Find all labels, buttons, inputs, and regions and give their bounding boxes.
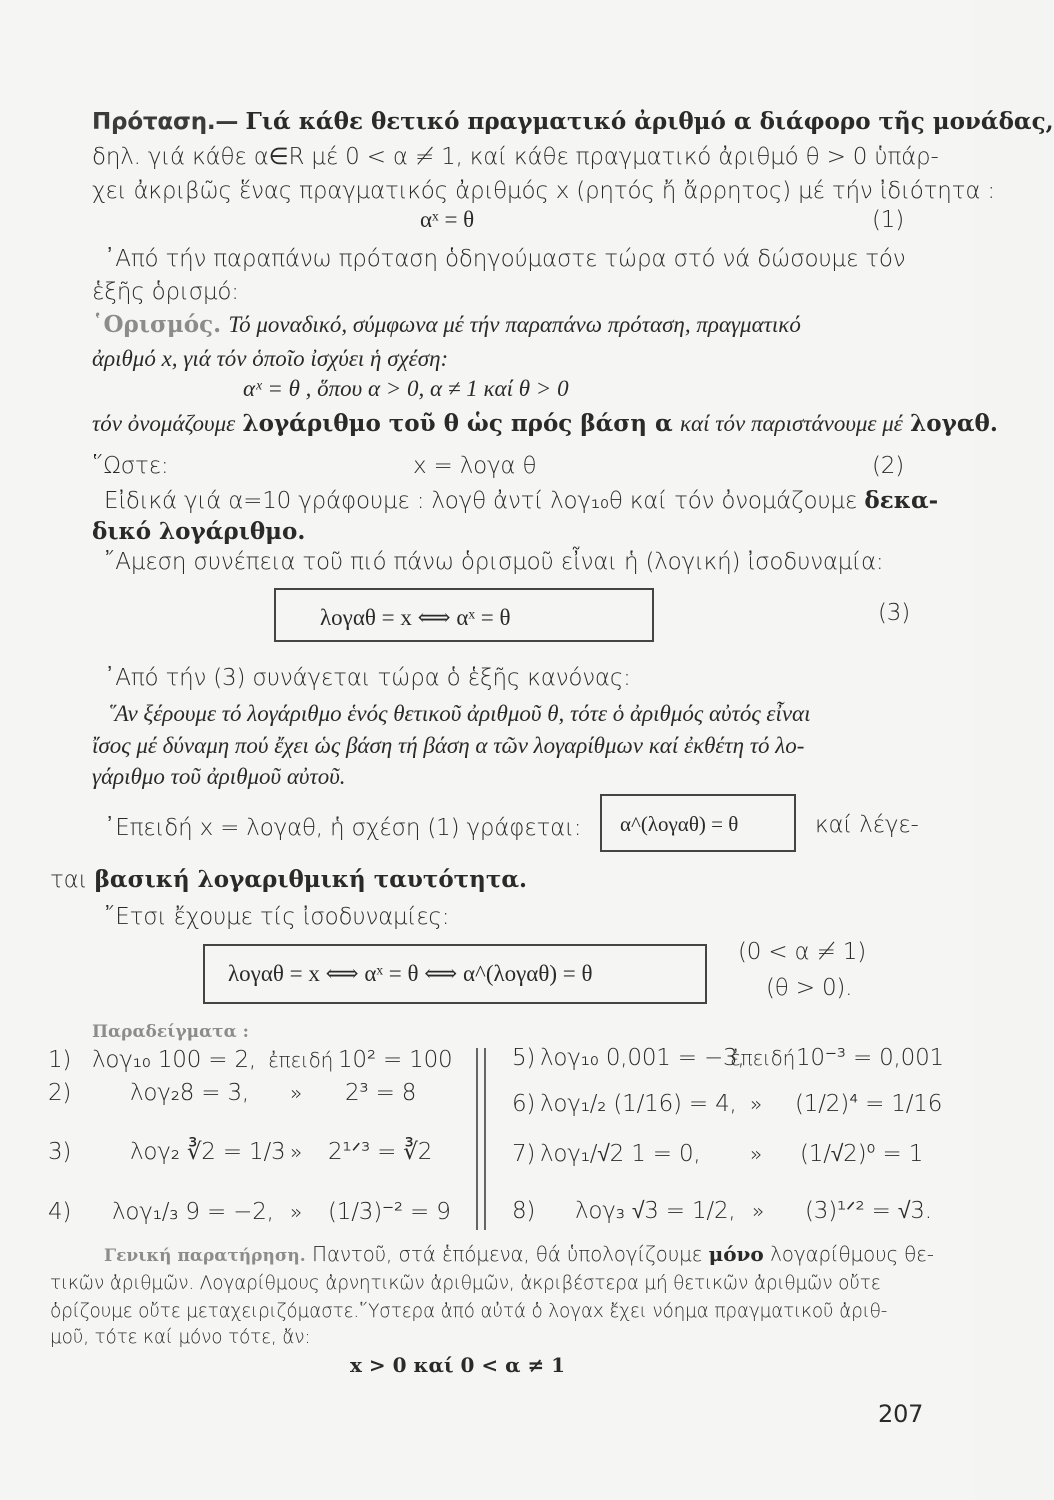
proposition-line-2: δηλ. γιά κάθε α∈R μέ 0 < α ≠ 1, καί κάθε πραγματικό ἀριθμό θ > 0 ὑπάρ- <box>92 144 939 170</box>
example-5-lhs: λογ₁₀ 0,001 = −3, <box>540 1045 745 1071</box>
remark-line-2: τικῶν ἀριθμῶν. Λογαρίθμους ἀρνητικῶν ἀριθμῶν, ἀκριβέστερα μή θετικῶν ἀριθμῶν οὔτε <box>50 1273 881 1294</box>
example-6-lhs: λογ₁/₂ (1/16) = 4, <box>540 1091 737 1117</box>
since-after: καί λέγε- <box>815 812 919 838</box>
example-7-rhs: (1/√2)⁰ = 1 <box>800 1141 924 1167</box>
example-8-rhs: (3)¹ᐟ² = √3. <box>805 1198 932 1224</box>
example-5-mid: ἐπειδή <box>730 1046 796 1070</box>
intro-line-1: ᾿Από τήν παραπάνω πρόταση ὁδηγούμαστε τώρα στό νά δώσουμε τόν <box>104 246 906 272</box>
definition-label: ῾Ορισμός. <box>92 311 222 338</box>
example-4-lhs: λογ₁/₃ 9 = −2, <box>112 1199 274 1225</box>
consequence-text: ῎Αμεση συνέπεια τοῦ πιό πάνω ὁρισμοῦ εἶναι ἡ (λογική) ἰσοδυναμία: <box>104 549 884 575</box>
proposition-label: Πρόταση.— <box>92 109 239 135</box>
example-3-lhs: λογ₂ ∛2 = 1/3 <box>130 1139 286 1165</box>
example-4-mid: » <box>290 1200 303 1224</box>
decimal-line-2: δικό λογάριθμο. <box>92 518 306 545</box>
examples-divider <box>476 1048 478 1230</box>
thus-text: ῎Ετσι ἔχουμε τίς ἰσοδυναμίες: <box>104 904 450 930</box>
equation-1-number: (1) <box>872 207 904 233</box>
example-3-number: 3) <box>48 1139 72 1165</box>
remark-only: μόνο <box>708 1242 764 1266</box>
proposition-text-1: Γιά κάθε θετικό πραγματικό ἀριθμό α διάφορο τῆς μονάδας, <box>245 108 1054 135</box>
page-number: 207 <box>878 1400 924 1428</box>
decimal-term-1: δεκα- <box>864 487 939 514</box>
rule-line-1: ῞Αν ξέρουμε τό λογάριθμο ἑνός θετικοῦ ἀριθμοῦ θ, τότε ὁ ἀριθμός αὐτός εἶναι <box>107 701 811 726</box>
example-5-number: 5) <box>512 1045 536 1071</box>
rule-intro: ᾿Από τήν (3) συνάγεται τώρα ὁ ἑξῆς κανόνας: <box>104 665 631 691</box>
examples-title: Παραδείγματα : <box>92 1022 249 1042</box>
example-4-number: 4) <box>48 1199 72 1225</box>
example-4-rhs: (1/3)⁻² = 9 <box>328 1199 451 1225</box>
example-7-lhs: λογ₁/√2 1 = 0, <box>540 1141 701 1167</box>
definition-text-3c: καί τόν παριστάνουμε μέ <box>680 411 903 436</box>
definition-line-2: ἀριθμό x, γιά τόν ὁποῖο ἰσχύει ἡ σχέση: <box>92 346 449 371</box>
example-6-mid: » <box>750 1092 763 1116</box>
since-line-2 <box>50 866 527 894</box>
equation-3-number: (3) <box>878 600 910 626</box>
proposition-line-3: χει ἀκριβῶς ἕνας πραγματικός ἀριθμός x (ρητός ἤ ἄρρητος) μέ τήν ἰδιότητα : <box>92 178 995 204</box>
definition-notation: λογαθ. <box>910 410 998 437</box>
example-1-rhs: 10² = 100 <box>338 1047 453 1073</box>
example-1-mid: ἐπειδή <box>268 1048 334 1072</box>
example-3-mid: » <box>290 1140 303 1164</box>
condition-theta: (θ > 0). <box>766 975 853 1001</box>
definition-text-3a: τόν ὀνομάζουμε <box>92 411 236 436</box>
example-2-rhs: 2³ = 8 <box>345 1080 417 1106</box>
identity-equation: α^(λογαθ) = θ <box>620 812 739 836</box>
example-8-number: 8) <box>512 1198 536 1224</box>
examples-divider-2 <box>484 1048 486 1230</box>
example-1-lhs: λογ₁₀ 100 = 2, <box>92 1047 256 1073</box>
remark-line-1 <box>104 1240 934 1270</box>
decimal-text: Εἰδικά γιά α=10 γράφουμε : λογθ ἀντί λογ₁₀θ καί τόν ὀνομάζουμε <box>104 488 858 514</box>
identity-name: βασική λογαριθμική ταυτότητα. <box>94 866 528 893</box>
definition-line-1 <box>92 311 801 339</box>
example-6-rhs: (1/2)⁴ = 1/16 <box>795 1091 943 1117</box>
rule-line-3: γάριθμο τοῦ ἀριθμοῦ αὐτοῦ. <box>92 764 346 789</box>
example-5-rhs: 10⁻³ = 0,001 <box>796 1045 944 1071</box>
example-7-number: 7) <box>512 1141 536 1167</box>
definition-equation: αˣ = θ , ὅπου α > 0, α ≠ 1 καί θ > 0 <box>243 376 569 401</box>
equation-2: x = λογα θ <box>413 453 537 479</box>
example-3-rhs: 2¹ᐟ³ = ∛2 <box>328 1139 433 1165</box>
equivalence-3: λογαθ = x ⟺ αˣ = θ <box>320 605 511 630</box>
definition-line-3 <box>92 410 998 438</box>
intro-line-2: ἑξῆς ὁρισμό: <box>92 279 239 305</box>
equivalence-4: λογαθ = x ⟺ αˣ = θ ⟺ α^(λογαθ) = θ <box>228 961 593 986</box>
remark-line-4: μοῦ, τότε καί μόνο τότε, ἄν: <box>50 1327 311 1348</box>
definition-term: λογάριθμο τοῦ θ ὡς πρός βάση α <box>242 410 673 437</box>
example-8-lhs: λογ₃ √3 = 1/2, <box>575 1198 736 1224</box>
condition-alpha: (0 < α ≠ 1) <box>738 939 866 965</box>
remark-final-condition: x > 0 καί 0 < α ≠ 1 <box>350 1353 566 1377</box>
equation-1: αˣ = θ <box>420 207 475 232</box>
example-2-number: 2) <box>48 1080 72 1106</box>
since-text: ᾿Επειδή x = λογαθ, ἡ σχέση (1) γράφεται: <box>104 815 582 841</box>
hence-label: ῞Ωστε: <box>92 453 169 479</box>
example-2-mid: » <box>290 1081 303 1105</box>
equation-2-number: (2) <box>872 453 904 479</box>
proposition-line-1 <box>92 108 1054 136</box>
remark-label: Γενική παρατήρηση. <box>104 1246 306 1266</box>
example-6-number: 6) <box>512 1091 536 1117</box>
definition-text-1: Τό μοναδικό, σύμφωνα μέ τήν παραπάνω πρόταση, πραγματικό <box>228 312 801 337</box>
decimal-line-1 <box>104 487 938 515</box>
example-7-mid: » <box>750 1142 763 1166</box>
example-8-mid: » <box>752 1199 765 1223</box>
remark-line-3: ὁρίζουμε οὔτε μεταχειριζόμαστε.῞Υστερα ἀπό αὐτά ὁ λογαx ἔχει νόημα πραγματικοῦ ἀριθ- <box>50 1301 888 1322</box>
remark-text-1a: Παντοῦ, στά ἑπόμενα, θά ὑπολογίζουμε <box>312 1242 703 1266</box>
example-2-lhs: λογ₂8 = 3, <box>130 1080 249 1106</box>
rule-line-2: ἴσος μέ δύναμη πού ἔχει ὡς βάση τή βάση α τῶν λογαρίθμων καί ἐκθέτη τό λο- <box>92 733 805 758</box>
remark-text-1c: λογαρίθμους θε- <box>770 1242 934 1266</box>
since-text-2a: ται <box>50 867 88 893</box>
example-1-number: 1) <box>48 1047 72 1073</box>
